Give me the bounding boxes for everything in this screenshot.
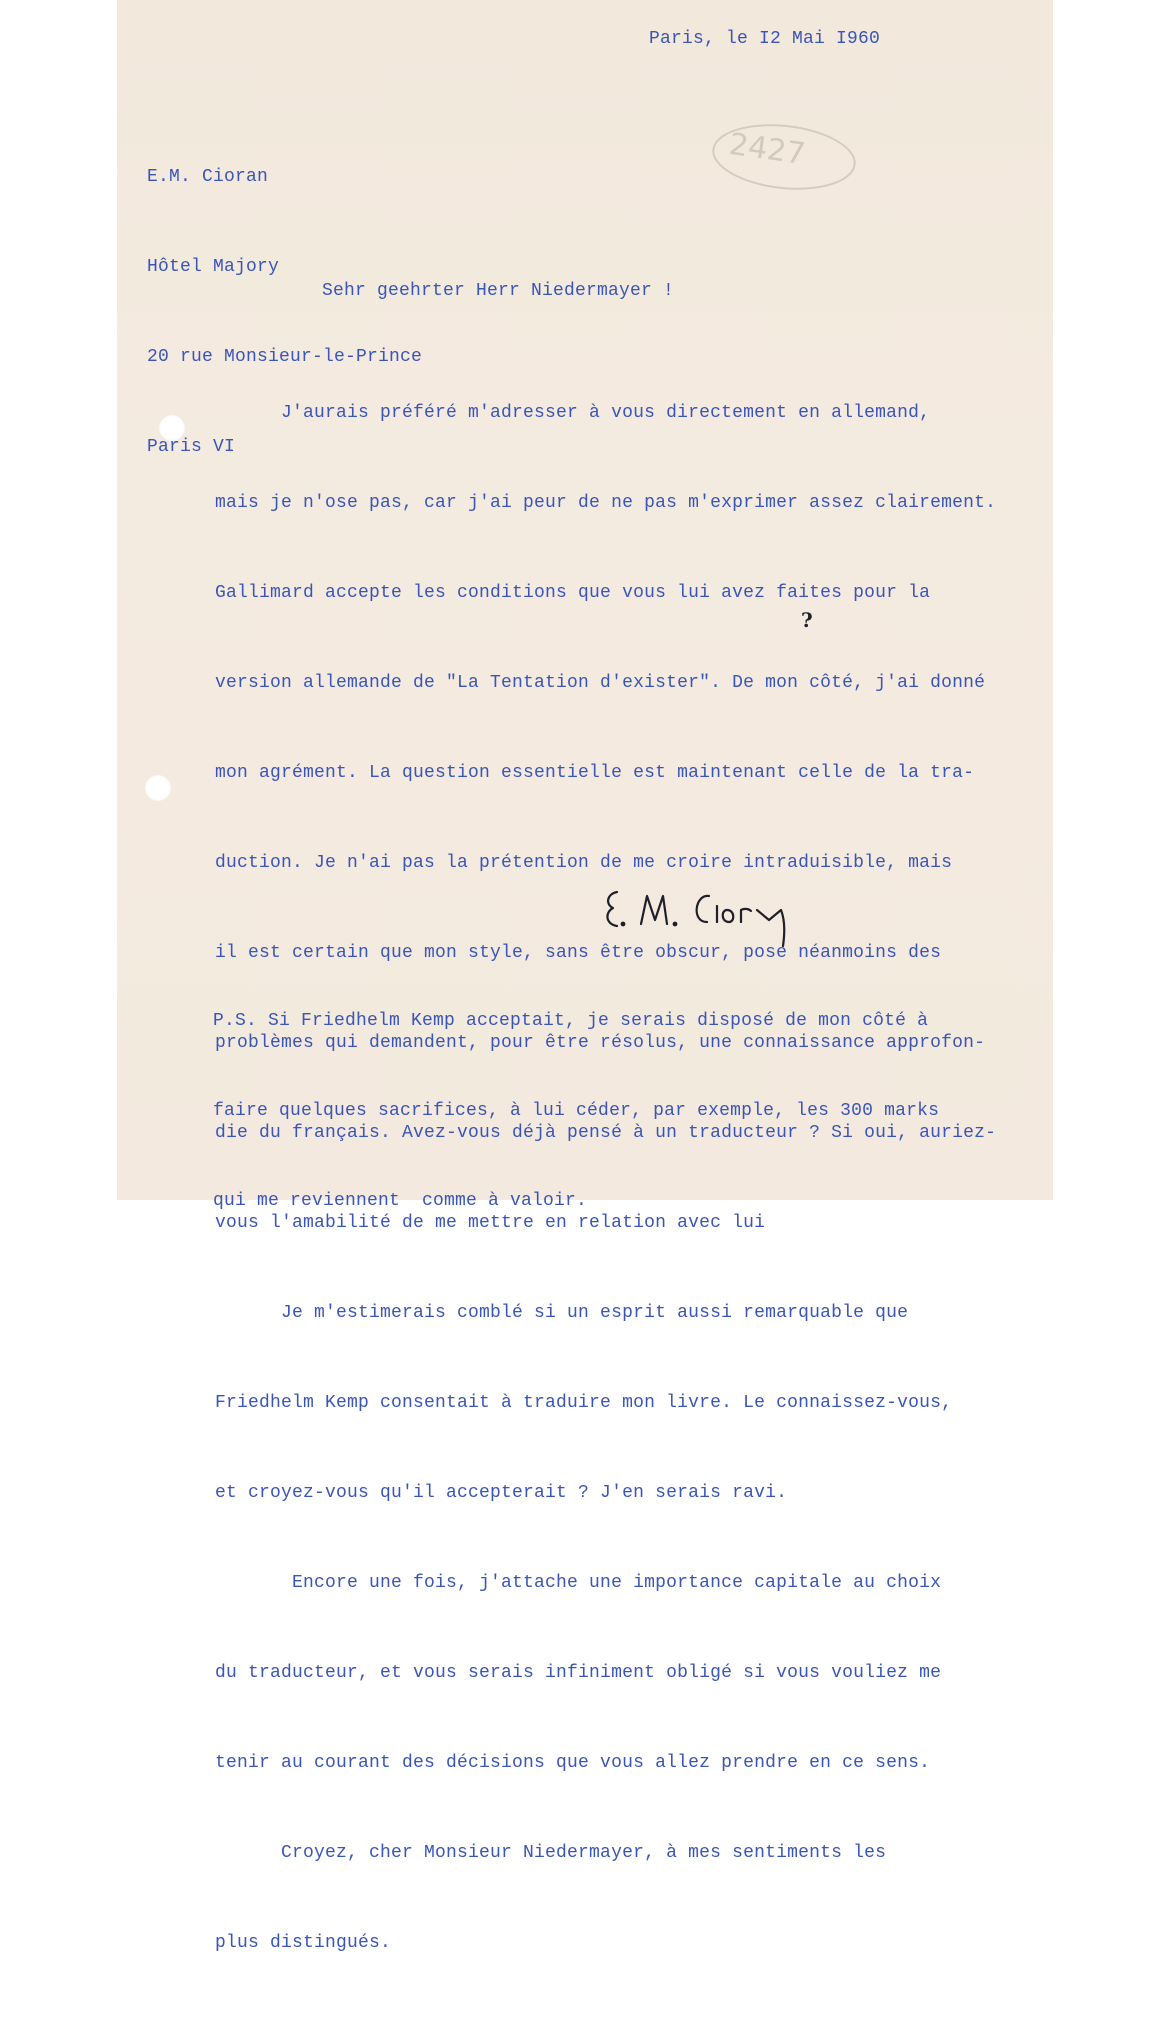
punch-hole-bottom — [145, 775, 171, 801]
body-line: Je m'estimerais comblé si un esprit aussi remarquable que — [215, 1303, 909, 1323]
body-line: Encore une fois, j'attache une importance capitale au choix — [215, 1573, 942, 1593]
postscript-line: qui me reviennent comme à valoir. — [213, 1191, 588, 1211]
body-line: tenir au courant des décisions que vous allez prendre en ce sens. — [215, 1753, 931, 1773]
handwritten-question-mark: ? — [801, 608, 813, 632]
body-line: du traducteur, et vous serais infiniment obligé si vous vouliez me — [215, 1663, 942, 1683]
body-line: mais je n'ose pas, car j'ai peur de ne pas m'exprimer assez clairement. — [215, 493, 997, 513]
body-line: die du français. Avez-vous déjà pensé à un traducteur ? Si oui, auriez- — [215, 1123, 997, 1143]
body-line: Gallimard accepte les conditions que vous lui avez faites pour la — [215, 583, 931, 603]
letter-page — [117, 0, 1053, 1953]
signature — [597, 878, 797, 950]
sender-street: 20 rue Monsieur-le-Prince — [147, 347, 423, 367]
body-line: Friedhelm Kemp consentait à traduire mon livre. Le connaissez-vous, — [215, 1393, 953, 1413]
sender-name: E.M. Cioran — [147, 167, 269, 187]
body-line: duction. Je n'ai pas la prétention de me croire intraduisible, mais — [215, 853, 953, 873]
postscript-line: P.S. Si Friedhelm Kemp acceptait, je serais disposé de mon côté à — [213, 1011, 929, 1031]
sender-city: Paris VI — [147, 437, 236, 457]
body-line: et croyez-vous qu'il accepterait ? J'en serais ravi. — [215, 1483, 788, 1503]
body-line: Croyez, cher Monsieur Niedermayer, à mes sentiments les — [215, 1843, 887, 1863]
body-line: mon agrément. La question essentielle est maintenant celle de la tra- — [215, 763, 975, 783]
body-line: J'aurais préféré m'adresser à vous directement en allemand, — [215, 403, 931, 423]
body-line: plus distingués. — [215, 1933, 392, 1953]
sender-hotel: Hôtel Majory — [147, 257, 280, 277]
body-line: version allemande de "La Tentation d'exister". De mon côté, j'ai donné — [215, 673, 986, 693]
postscript-line: faire quelques sacrifices, à lui céder, par exemple, les 300 marks — [213, 1101, 940, 1121]
body-line: problèmes qui demandent, pour être résolus, une connaissance approfon- — [215, 1033, 986, 1053]
body-line: vous l'amabilité de me mettre en relation avec lui — [215, 1213, 766, 1233]
salutation: Sehr geehrter Herr Niedermayer ! — [322, 281, 675, 301]
archive-note: 2427 — [726, 126, 808, 173]
date-line: Paris, le I2 Mai I960 — [649, 29, 881, 49]
postscript — [213, 946, 939, 1276]
body-line: il est certain que mon style, sans être obscur, pose néanmoins des — [215, 943, 942, 963]
